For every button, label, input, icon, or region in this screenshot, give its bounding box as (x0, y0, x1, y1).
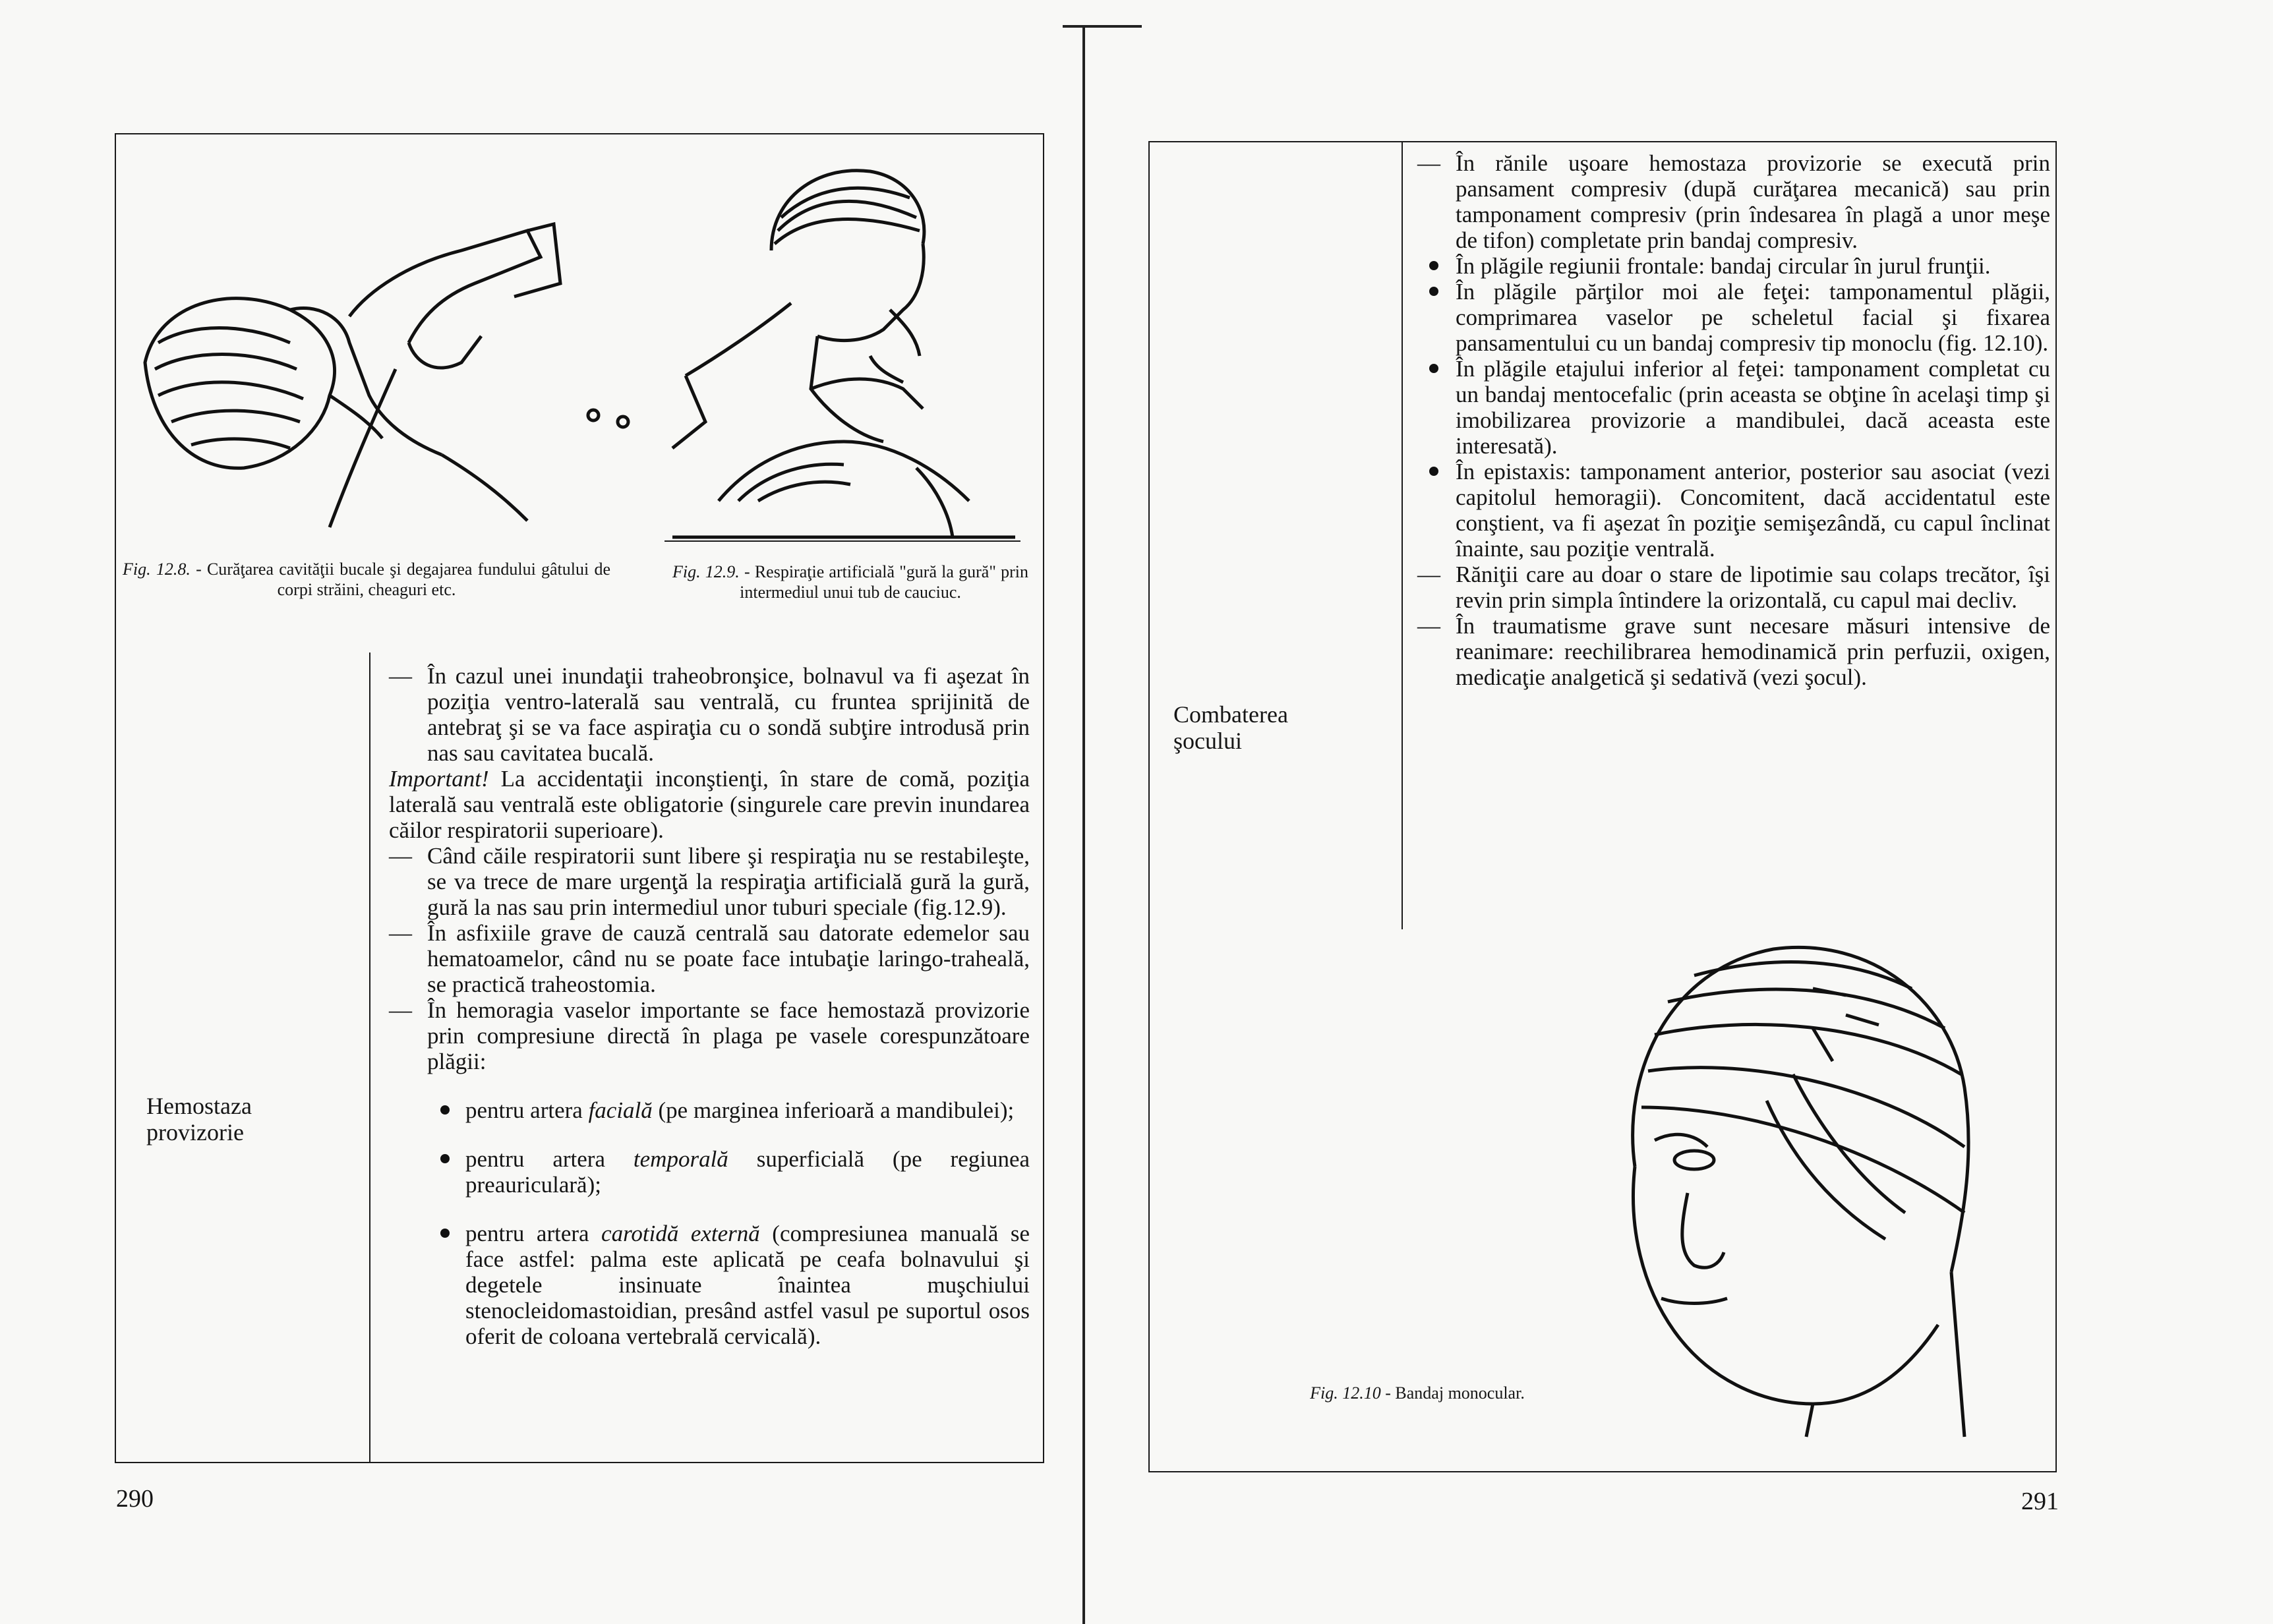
paragraph-text: Răniţii care au doar o stare de lipotimie sau colaps trecător, îşi revin prin simpla întindere la orizontală, cu capul mai decliv. (1456, 562, 2050, 613)
paragraph-text: În asfixiile grave de cauză centrală sau datorate edemelor sau hematoamelor, când nu se poate face intubaţie laringo-traheală, se practică traheostomia. (427, 920, 1030, 997)
paragraph-hemoragia (389, 997, 1030, 1074)
fig-12-8-illustration (132, 211, 646, 540)
sub-bullet-artera-carotida (435, 1221, 1030, 1349)
fig-12-8-label: Fig. 12.8. (123, 560, 191, 579)
bullet-pre: pentru artera (465, 1146, 605, 1172)
left-page-body (389, 663, 1030, 1372)
fig-12-9-label: Fig. 12.9. (672, 562, 740, 581)
bullet-em: temporală (633, 1146, 728, 1172)
bullet-paragraph (1417, 279, 2050, 356)
dash-mark: — (389, 997, 412, 1023)
fig-12-8-text: - Curăţarea cavităţii bucale şi degajarea fundului gâtului de corpi străini, cheaguri etc. (196, 560, 611, 599)
bullet-em: facială (588, 1097, 653, 1123)
bullet-dot-icon (440, 1105, 450, 1115)
paragraph-text: În cazul unei inundaţii traheobronşice, bolnavul va fi aşezat în poziţia ventro-laterală sau ventrală, cu fruntea sprijinită de antebraţ şi se va face aspiraţia cu o sondă subţire introdusă prin nas sau cavitatea bucală. (427, 663, 1030, 766)
paragraph-respiratie (389, 843, 1030, 920)
bullet-pre: pentru artera (465, 1097, 583, 1123)
paragraph-asfixii (389, 920, 1030, 997)
left-page-number: 290 (116, 1485, 154, 1513)
fig-12-9-baseline (664, 540, 1020, 542)
fig-12-10-caption (1272, 1383, 1562, 1403)
fig-12-9-illustration (659, 158, 1022, 540)
dash-mark: — (389, 843, 412, 869)
dash-mark: — (389, 663, 412, 689)
gutter-top-mark (1063, 25, 1142, 28)
dash-paragraph (1417, 562, 2050, 613)
bullet-dot-icon (1429, 364, 1438, 373)
fig-12-10-text: - Bandaj monocular. (1385, 1383, 1525, 1403)
bullet-dot-icon (440, 1229, 450, 1238)
book-gutter (1082, 26, 1085, 1624)
bullet-dot-icon (440, 1154, 450, 1163)
left-page-column-divider (369, 652, 370, 1463)
right-page-body (1417, 150, 2050, 690)
bullet-dot-icon (1429, 261, 1438, 270)
bullet-paragraph (1417, 356, 2050, 459)
paragraph-text: În plăgile etajului inferior al feţei: tamponament completat cu un bandaj mentocefalic (prin aceasta se obţine în acelaşi timp şi imobilizarea provizorie a mandibulei, dacă aceasta este interesată). (1456, 356, 2050, 459)
dash-paragraph (1417, 613, 2050, 690)
paragraph-text: În traumatisme grave sunt necesare măsuri intensive de reanimare: reechilibrarea hemodinamică prin perfuzii, oxigen, medicaţie analgetică şi sedativă (vezi şocul). (1456, 613, 2050, 690)
bullet-paragraph (1417, 253, 2050, 279)
fig-12-9-caption (672, 562, 1028, 602)
paragraph-important (389, 766, 1030, 843)
bullet-paragraph (1417, 459, 2050, 562)
combaterea-side-label: Combaterea şocului (1173, 701, 1288, 754)
paragraph-inundatie (389, 663, 1030, 766)
paragraph-text: În epistaxis: tamponament anterior, posterior sau asociat (vezi capitolul hemoragii). Concomitent, dacă accidentatul este conştient, va fi aşezat în poziţie semişezândă, cu capul înclinat înainte, sau poziţie ventrală. (1456, 459, 2050, 562)
paragraph-text: În rănile uşoare hemostaza provizorie se execută prin pansament compresiv (după curăţarea mecanică) sau prin tamponament compresiv (prin îndesarea în plagă a unor meşe de tifon) completate prin bandaj compresiv. (1456, 150, 2050, 253)
bullet-dot-icon (1429, 287, 1438, 296)
mouth-cleaning-icon (132, 211, 646, 540)
sub-bullet-artera-temporala (435, 1146, 1030, 1198)
paragraph-text: În plăgile regiunii frontale: bandaj circular în jurul frunţii. (1456, 253, 1991, 279)
monocular-bandage-icon (1595, 929, 1978, 1443)
bullet-post: superficială (pe regiunea preauriculară); (465, 1146, 1030, 1198)
dash-mark: — (1417, 562, 1440, 587)
fig-12-9-text: - Respiraţie artificială "gură la gură" prin intermediul unui tub de cauciuc. (740, 562, 1029, 602)
bullet-em: carotidă externă (601, 1221, 760, 1246)
important-lead: Important! (389, 766, 489, 792)
sub-bullet-artera-faciala (435, 1097, 1030, 1123)
fig-12-8-caption (123, 559, 610, 600)
paragraph-text: În plăgile părţilor moi ale feţei: tamponamentul plăgii, comprimarea vaselor pe scheletul facial şi fixarea pansamentului cu un bandaj compresiv tip monoclu (fig. 12.10). (1456, 279, 2050, 356)
dash-mark: — (389, 920, 412, 946)
paragraph-text: Când căile respiratorii sunt libere şi respiraţia nu se restabileşte, se va trece de mare urgenţă la respiraţia artificială gură la gură, gură la nas sau prin intermediul unor tuburi speciale (fig.12.9). (427, 843, 1030, 920)
paragraph-text: La accidentaţii inconştienţi, în stare de comă, poziţia laterală sau ventrală este obligatorie (singurele care previn inundarea căilor respiratorii superioare). (389, 766, 1030, 843)
paragraph-text: În hemoragia vaselor importante se face hemostază provizorie prin compresiune directă în plaga pe vasele corespunzătoare plăgii: (427, 997, 1030, 1074)
dash-mark: — (1417, 150, 1440, 176)
right-page-column-divider (1402, 141, 1403, 929)
dash-paragraph (1417, 150, 2050, 253)
dash-mark: — (1417, 613, 1440, 639)
fig-12-10-label: Fig. 12.10 (1310, 1383, 1381, 1403)
fig-12-10-illustration (1595, 929, 1978, 1443)
bullet-post: (compresiunea manuală se face astfel: palma este aplicată pe ceafa bolnavului şi degetele insinuate înaintea muşchiului stenocleidomastoidian, presând astfel vasul pe suportul osos oferit de coloana vertebrală cervicală). (465, 1221, 1030, 1349)
bullet-pre: pentru artera (465, 1221, 589, 1246)
bullet-post: (pe marginea inferioară a mandibulei); (658, 1097, 1015, 1123)
right-page-number: 291 (2021, 1488, 2059, 1515)
mouth-to-mouth-icon (659, 158, 1022, 540)
bullet-dot-icon (1429, 467, 1438, 476)
hemostaza-side-label: Hemostaza provizorie (146, 1093, 252, 1146)
